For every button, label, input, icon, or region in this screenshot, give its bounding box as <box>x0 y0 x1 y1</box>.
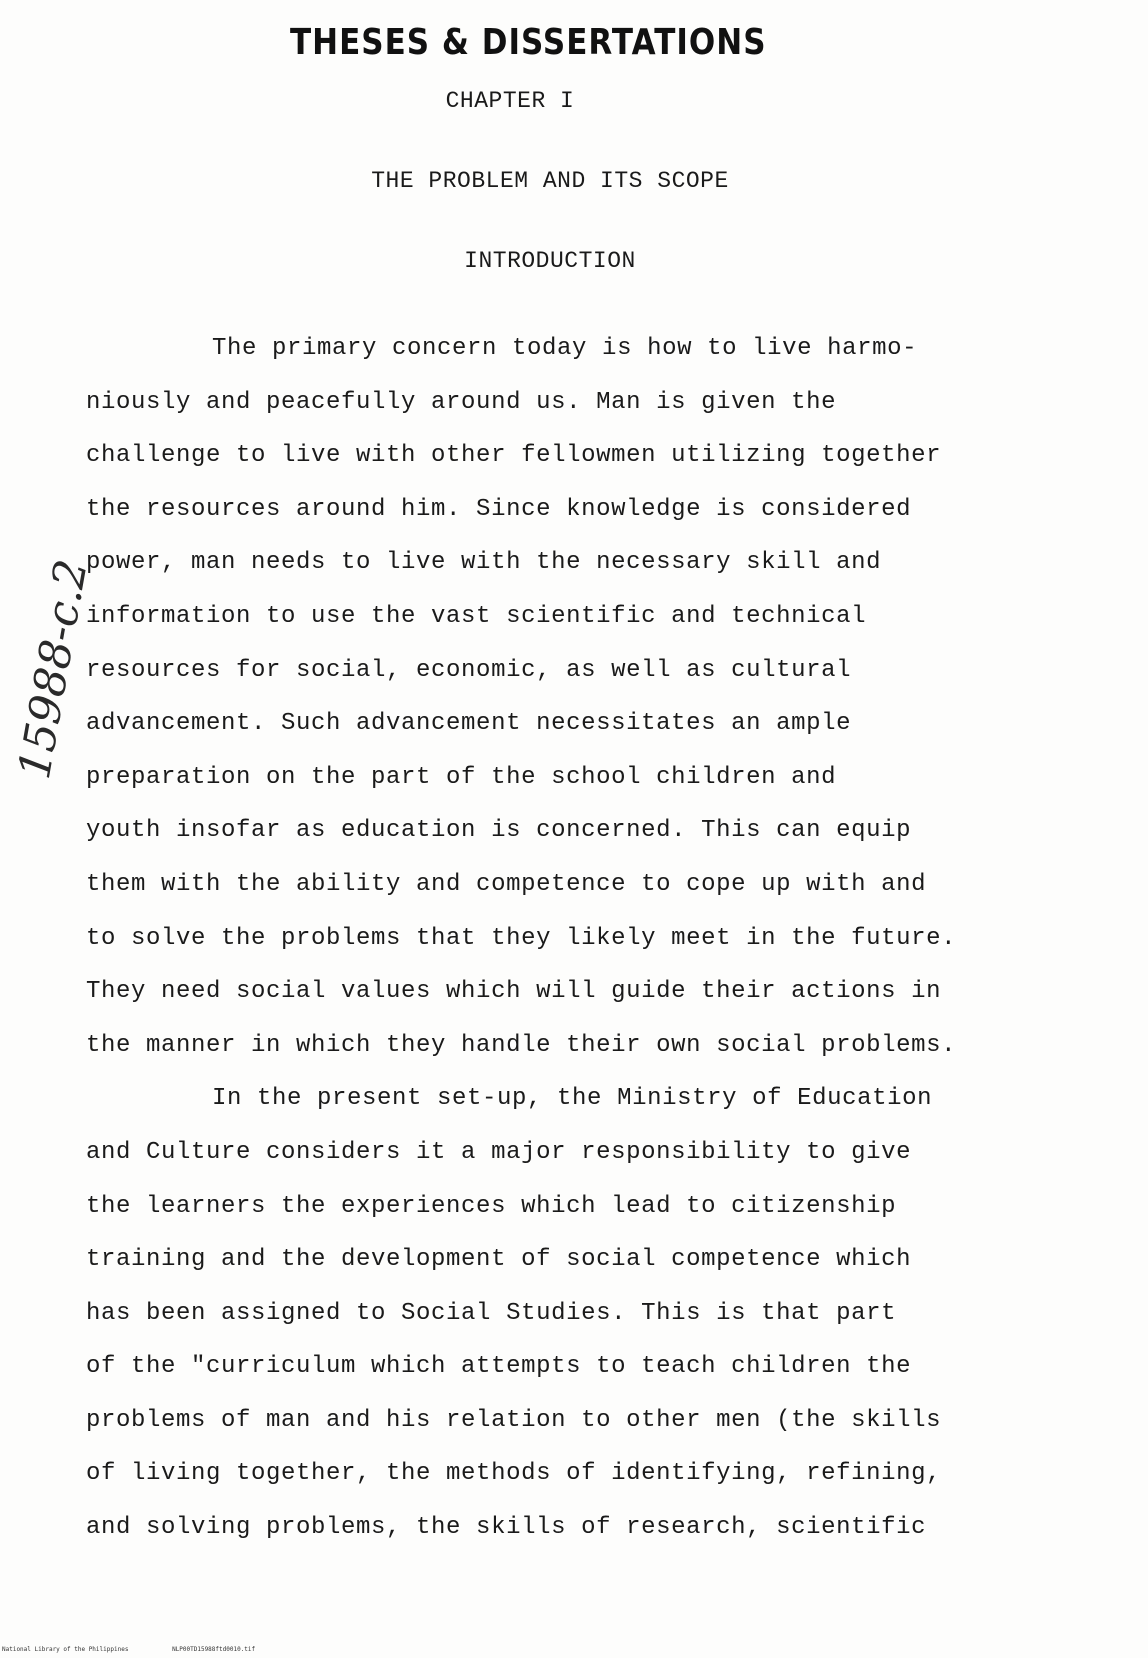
body-line: training and the development of social competence which <box>86 1246 912 1274</box>
body-line: and Culture considers it a major responsibility to give <box>86 1138 912 1166</box>
body-line: resources for social, economic, as well as cultural <box>86 656 852 684</box>
body-line: youth insofar as education is concerned. This can equip <box>86 817 912 845</box>
body-line: In the present set-up, the Ministry of Education <box>212 1085 933 1113</box>
body-line: advancement. Such advancement necessitates an ample <box>86 710 852 738</box>
body-line: the manner in which they handle their own social problems. <box>86 1031 957 1059</box>
body-line: The primary concern today is how to live harmo- <box>212 335 918 362</box>
body-line: They need social values which will guide their actions in <box>86 978 942 1006</box>
body-line: has been assigned to Social Studies. This is that part <box>86 1299 897 1327</box>
body-line: problems of man and his relation to other men (the skills <box>86 1406 942 1434</box>
scan-footer <box>2 1646 295 1653</box>
body-line: to solve the problems that they likely meet in the future. <box>86 924 957 952</box>
body-text <box>86 322 1076 1555</box>
body-line: niously and peacefully around us. Man is given the <box>86 388 837 416</box>
body-line: the learners the experiences which lead to citizenship <box>86 1192 897 1220</box>
body-line: the resources around him. Since knowledge is considered <box>86 495 912 523</box>
footer-file: NLP00TD15988ftd0010.tif <box>172 1646 256 1653</box>
theses-dissertations-stamp: THESES & DISSERTATIONS <box>290 22 767 64</box>
handwritten-call-number: 15988-c.2 <box>9 555 98 783</box>
body-line: information to use the vast scientific and technical <box>86 602 867 630</box>
body-line: and solving problems, the skills of research, scientific <box>86 1514 927 1542</box>
body-line: of living together, the methods of identifying, refining, <box>86 1460 942 1488</box>
body-line: of the "curriculum which attempts to teach children the <box>86 1353 912 1381</box>
section-title: THE PROBLEM AND ITS SCOPE <box>371 168 729 194</box>
body-line: power, man needs to live with the necessary skill and <box>86 549 882 577</box>
subsection-title: INTRODUCTION <box>464 248 636 274</box>
body-line: challenge to live with other fellowmen utilizing together <box>86 442 942 470</box>
body-line: preparation on the part of the school children and <box>86 763 837 791</box>
footer-library: National Library of the Philippines <box>2 1646 129 1653</box>
chapter-heading: CHAPTER I <box>445 88 575 114</box>
body-line: them with the ability and competence to cope up with and <box>86 870 927 898</box>
